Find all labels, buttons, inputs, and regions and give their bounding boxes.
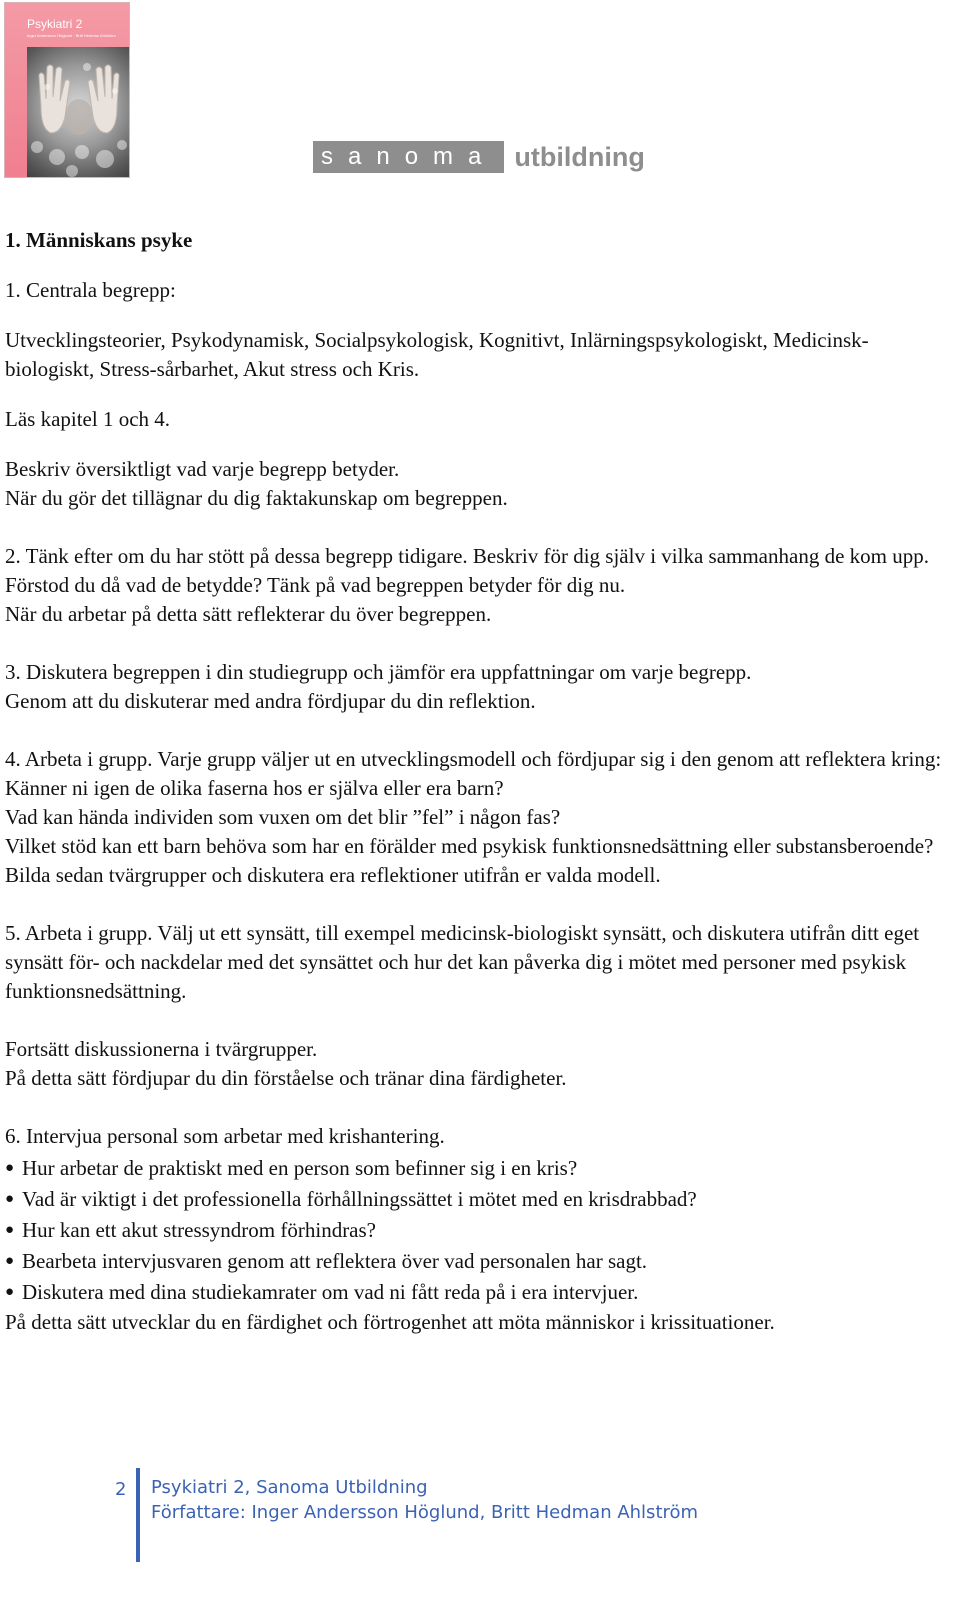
bullet-icon: ● [5, 1253, 15, 1269]
logo-utbildning-text: utbildning [514, 141, 645, 172]
task-3-note: Genom att du diskuterar med andra fördjupar du din reflektion. [5, 689, 536, 713]
chapter-heading: 1. Människans psyke [5, 228, 193, 252]
interview-bullet-list [5, 1153, 945, 1308]
task-5-note: På detta sätt fördjupar du din förståelse och tränar dina färdigheter. [5, 1066, 567, 1090]
bullet-icon: ● [5, 1191, 15, 1207]
task-4-instruction: 4. Arbeta i grupp. Varje grupp väljer ut en utvecklingsmodell och fördjupar sig i den genom att reflektera kring: Känner ni igen de olika faserna hos er själva eller era barn? [5, 747, 942, 800]
task-1-note: När du gör det tillägnar du dig faktakunskap om begreppen. [5, 486, 508, 510]
task-4-question-2: Vilket stöd kan ett barn behöva som har en förälder med psykisk funktionsnedsättning eller substansberoende? [5, 834, 934, 858]
task-5-instruction: 5. Arbeta i grupp. Välj ut ett synsätt, till exempel medicinsk-biologiskt synsätt, och diskutera utifrån ditt eget synsätt för- och nackdelar med det synsättet och hur det kan påverka dig i mötet med personer med psykisk funktionsnedsättning. [5, 921, 920, 1003]
cover-title: Psykiatri 2 [27, 17, 83, 31]
list-item: ● Bearbeta intervjusvaren genom att reflektera över vad personalen har sagt. [5, 1246, 945, 1277]
bullet-icon: ● [5, 1222, 15, 1238]
sanoma-utbildning-logo [313, 141, 645, 173]
footer-divider [136, 1468, 140, 1562]
bullet-icon: ● [5, 1160, 15, 1176]
closing-note: På detta sätt utvecklar du en färdighet och förtrogenhet att möta människor i krissituationer. [5, 1310, 775, 1334]
page-footer [0, 1468, 960, 1568]
task-3-instruction: 3. Diskutera begreppen i din studiegrupp och jämför era uppfattningar om varje begrepp. [5, 660, 752, 684]
section-central-concepts: 1. Centrala begrepp: [5, 278, 176, 302]
task-4-note: Bilda sedan tvärgrupper och diskutera era reflektioner utifrån er valda modell. [5, 863, 661, 887]
task-6-instruction: 6. Intervjua personal som arbetar med krishantering. [5, 1124, 445, 1148]
task-4-question-1: Vad kan hända individen som vuxen om det blir ”fel” i någon fas? [5, 805, 561, 829]
book-cover-image [4, 2, 130, 178]
read-chapters-paragraph: Läs kapitel 1 och 4. [5, 407, 171, 431]
task-1-instruction: Beskriv översiktligt vad varje begrepp betyder. [5, 457, 400, 481]
list-item: ● Hur kan ett akut stressyndrom förhindras? [5, 1215, 945, 1246]
logo-sanoma-box: sanoma [313, 141, 504, 173]
footer-publication: Psykiatri 2, Sanoma Utbildning [151, 1477, 428, 1498]
page-number: 2 [115, 1479, 127, 1500]
task-2-note: När du arbetar på detta sätt reflekterar du över begreppen. [5, 602, 492, 626]
bullet-icon: ● [5, 1284, 15, 1300]
list-item: ● Vad är viktigt i det professionella förhållningssättet i mötet med en krisdrabbad? [5, 1184, 945, 1215]
document-body [5, 226, 945, 1337]
cover-subtitle: Inger Andersson Höglund · Britt Hedman Ahlström [27, 33, 116, 38]
task-5-followup: Fortsätt diskussionerna i tvärgrupper. [5, 1037, 318, 1061]
cover-photo [27, 47, 130, 178]
task-2-instruction: 2. Tänk efter om du har stött på dessa begrepp tidigare. Beskriv för dig själv i vilka sammanhang de kom upp. Förstod du då vad de betydde? Tänk på vad begreppen betyder för dig nu. [5, 544, 929, 597]
footer-authors: Författare: Inger Andersson Höglund, Britt Hedman Ahlström [151, 1502, 699, 1523]
concepts-list-paragraph: Utvecklingsteorier, Psykodynamisk, Socialpsykologisk, Kognitivt, Inlärningspsykologiskt, Medicinsk-biologiskt, Stress-sårbarhet, Akut stress och Kris. [5, 328, 869, 381]
list-item: ● Hur arbetar de praktiskt med en person som befinner sig i en kris? [5, 1153, 945, 1184]
list-item: ● Diskutera med dina studiekamrater om vad ni fått reda på i era intervjuer. [5, 1277, 945, 1308]
